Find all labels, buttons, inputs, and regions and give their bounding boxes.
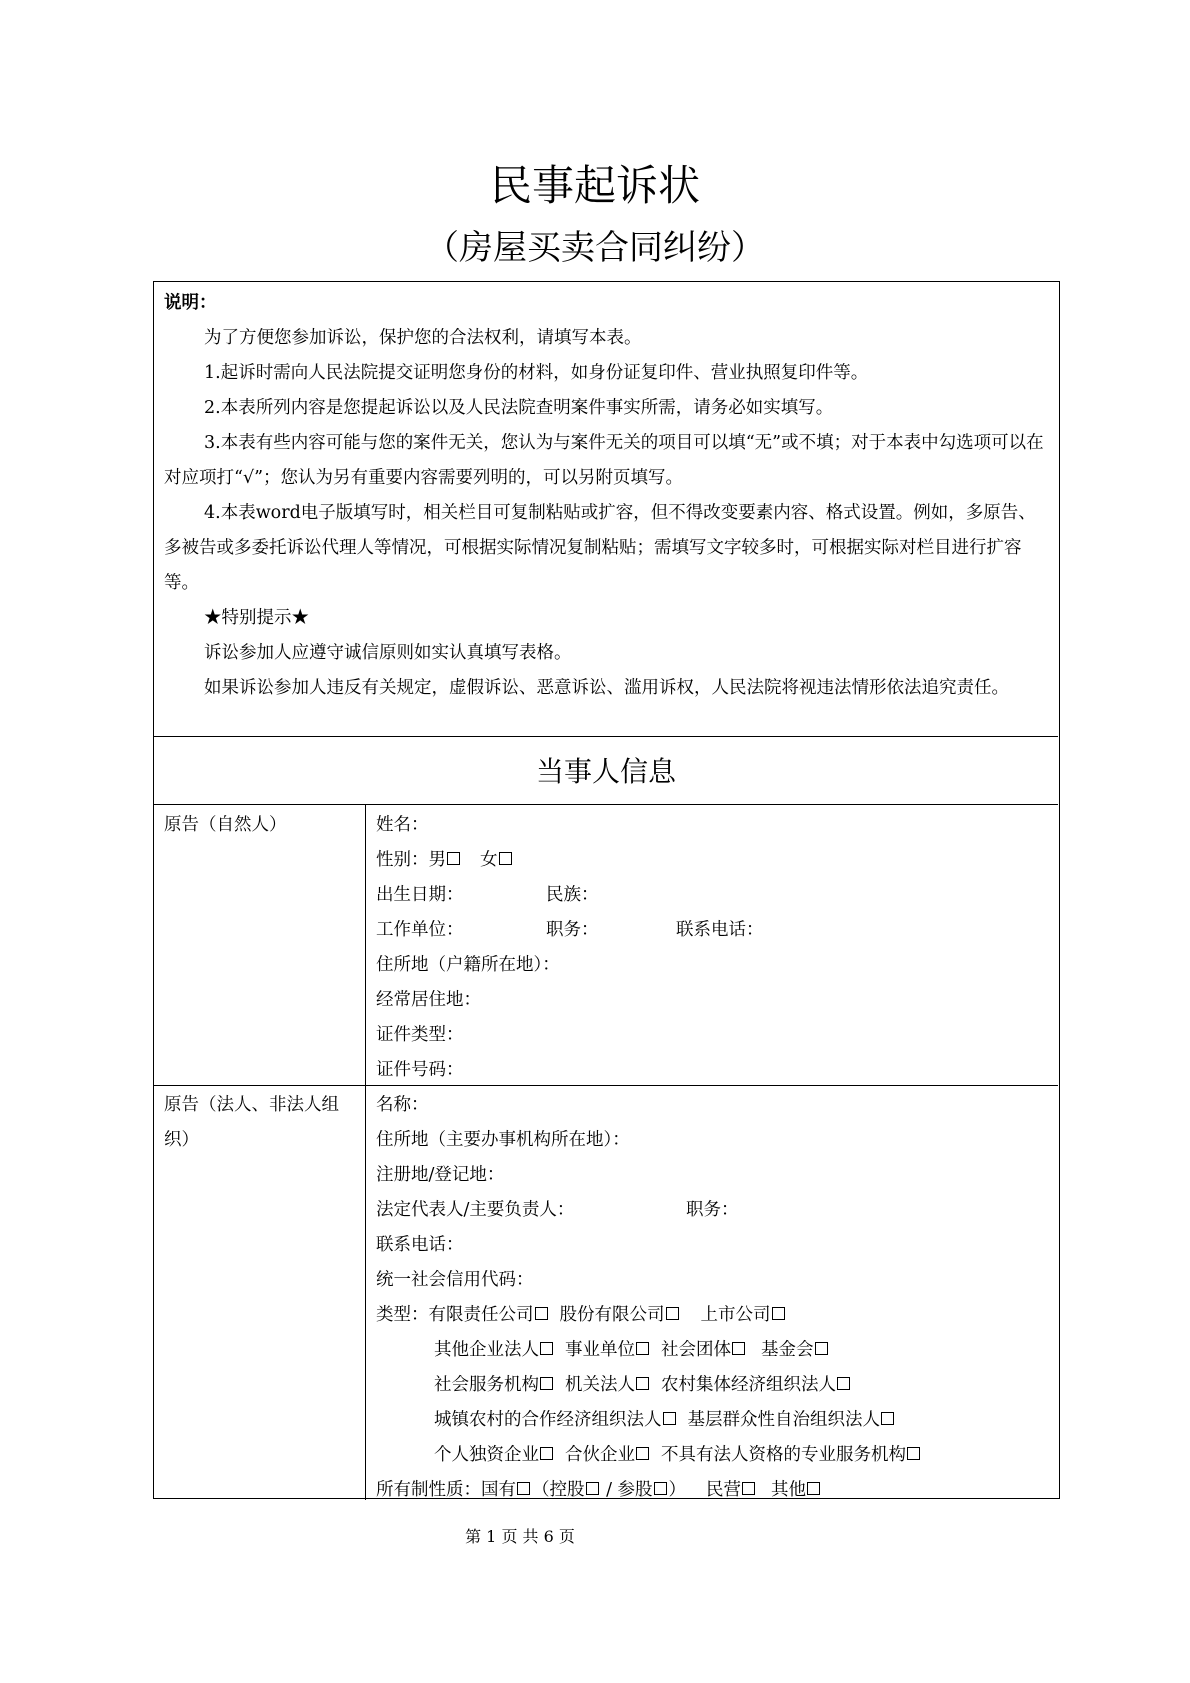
column-divider: [365, 804, 366, 1500]
instructions-paragraph: 诉讼参加人应遵守诚信原则如实认真填写表格。: [204, 643, 572, 663]
plaintiff-person-label: 原告（自然人）: [164, 815, 287, 835]
type-checkbox[interactable]: [636, 1377, 649, 1390]
document-subtitle: （房屋买卖合同纠纷）: [425, 228, 765, 268]
special-notice-heading: ★特别提示★: [204, 608, 309, 628]
type-checkbox[interactable]: [663, 1412, 676, 1425]
instructions-paragraph: 2.本表所列内容是您提起诉讼以及人民法院查明案件事实所需，请务必如实填写。: [204, 398, 834, 418]
type-checkbox[interactable]: [815, 1342, 828, 1355]
type-checkbox[interactable]: [881, 1412, 894, 1425]
org-phone-field[interactable]: 联系电话：: [376, 1235, 464, 1255]
org-domicile-field[interactable]: 住所地（主要办事机构所在地）：: [376, 1130, 630, 1150]
type-checkbox[interactable]: [837, 1377, 850, 1390]
type-checkbox[interactable]: [540, 1447, 553, 1460]
participating-checkbox[interactable]: [654, 1482, 667, 1495]
birth-ethnicity-field[interactable]: 出生日期： 民族：: [376, 885, 599, 905]
type-checkbox[interactable]: [772, 1307, 785, 1320]
type-checkbox[interactable]: [907, 1447, 920, 1460]
divider: [154, 1085, 1058, 1086]
complaint-form-table: [153, 281, 1060, 1499]
instructions-heading: 说明：: [164, 293, 217, 313]
org-type-row-4: 城镇农村的合作经济组织法人 基层群众性自治组织法人: [376, 1403, 1056, 1438]
plaintiff-person-fields: [376, 808, 1056, 1088]
employer-field[interactable]: 工作单位： 职务： 联系电话：: [376, 920, 764, 940]
divider: [154, 804, 1058, 805]
org-credit-code-field[interactable]: 统一社会信用代码：: [376, 1270, 534, 1290]
other-checkbox[interactable]: [807, 1482, 820, 1495]
org-type-row-3: 社会服务机构 机关法人 农村集体经济组织法人: [376, 1368, 1056, 1403]
type-checkbox[interactable]: [666, 1307, 679, 1320]
org-name-field[interactable]: 名称：: [376, 1095, 429, 1115]
plaintiff-org-label: 原告（法人、非法人组织）: [164, 1095, 339, 1150]
id-type-field[interactable]: 证件类型：: [376, 1025, 464, 1045]
org-registered-field[interactable]: 注册地/登记地：: [376, 1165, 505, 1185]
gender-field: 性别：男 女: [376, 843, 1056, 878]
instructions-block: [154, 282, 1058, 736]
plaintiff-org-fields: [376, 1088, 1056, 1508]
org-type-row-5: 个人独资企业 合伙企业 不具有法人资格的专业服务机构: [376, 1438, 1056, 1473]
female-checkbox[interactable]: [499, 852, 512, 865]
other-blank-line[interactable]: [822, 1478, 972, 1499]
org-legal-rep-field[interactable]: 法定代表人/主要负责人： 职务：: [376, 1200, 739, 1220]
instructions-paragraph: 1.起诉时需向人民法院提交证明您身份的材料，如身份证复印件、营业执照复印件等。: [204, 363, 869, 383]
type-checkbox[interactable]: [540, 1342, 553, 1355]
page-footer: 第 1 页 共 6 页: [465, 1527, 575, 1546]
ownership-row: 所有制性质：国有 （控股 / 参股 ） 民营 其他: [376, 1473, 1056, 1508]
type-checkbox[interactable]: [636, 1447, 649, 1460]
org-type-row-1: 类型：有限责任公司 股份有限公司 上市公司: [376, 1298, 1056, 1333]
type-checkbox[interactable]: [535, 1307, 548, 1320]
domicile-field[interactable]: 住所地（户籍所在地）：: [376, 955, 560, 975]
instructions-paragraph: 4.本表word电子版填写时，相关栏目可复制粘贴或扩容，但不得改变要素内容、格式设置。例如，多原告、多被告或多委托诉讼代理人等情况，可根据实际情况复制粘贴；需填写文字较多时，可根据实际对栏目进行扩容等。: [164, 503, 1036, 593]
type-checkbox[interactable]: [636, 1342, 649, 1355]
instructions-paragraph: 3.本表有些内容可能与您的案件无关，您认为与案件无关的项目可以填“无”或不填；对于本表中勾选项可以在对应项打“√”；您认为另有重要内容需要列明的，可以另附页填写。: [164, 433, 1044, 488]
id-number-field[interactable]: 证件号码：: [376, 1060, 464, 1080]
type-checkbox[interactable]: [732, 1342, 745, 1355]
section-title-parties: 当事人信息: [535, 755, 676, 788]
residence-field[interactable]: 经常居住地：: [376, 990, 481, 1010]
instructions-paragraph: 为了方便您参加诉讼，保护您的合法权利，请填写本表。: [204, 328, 642, 348]
private-checkbox[interactable]: [742, 1482, 755, 1495]
org-type-row-2: 其他企业法人 事业单位 社会团体 基金会: [376, 1333, 1056, 1368]
male-checkbox[interactable]: [447, 852, 460, 865]
instructions-paragraph: 如果诉讼参加人违反有关规定，虚假诉讼、恶意诉讼、滥用诉权，人民法院将视违法情形依法追究责任。: [204, 678, 1009, 698]
state-owned-checkbox[interactable]: [517, 1482, 530, 1495]
document-title: 民事起诉状: [489, 161, 700, 210]
holding-checkbox[interactable]: [586, 1482, 599, 1495]
type-checkbox[interactable]: [540, 1377, 553, 1390]
name-field[interactable]: 姓名：: [376, 815, 429, 835]
